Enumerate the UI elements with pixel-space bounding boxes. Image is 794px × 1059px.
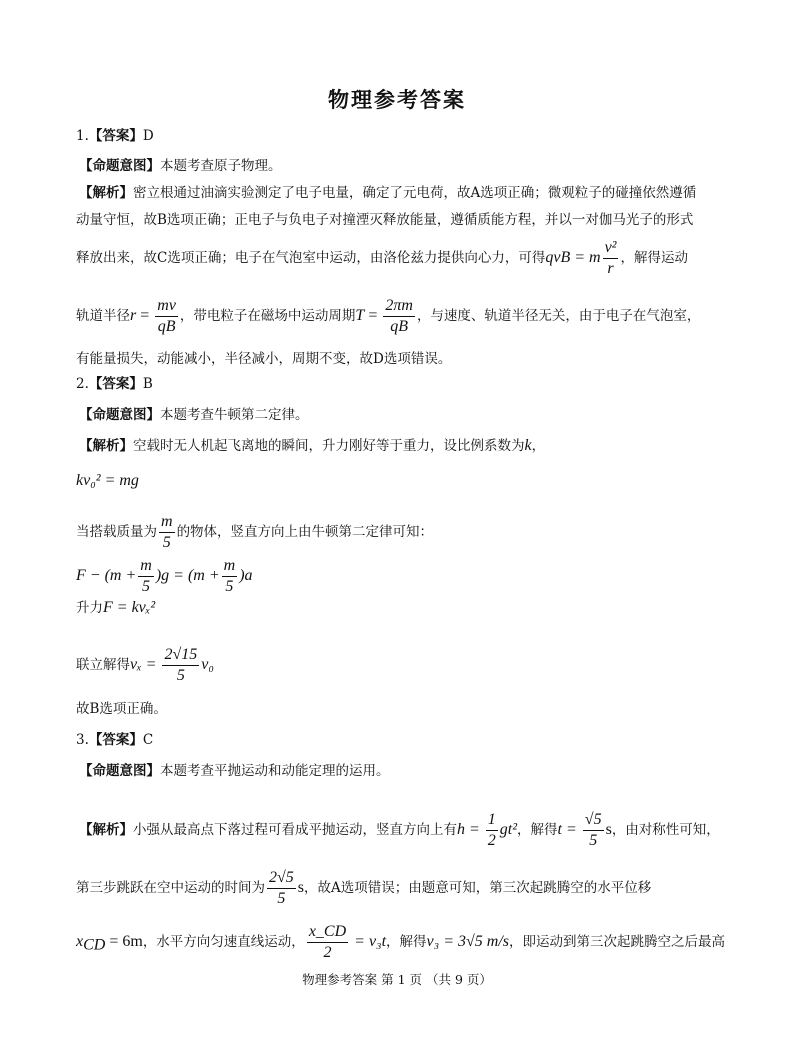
q1-analysis-line-3	[76, 238, 726, 279]
q3-analysis-tail-2: ，故A选项错误；由题意可知，第三次起跳腾空的水平位移	[304, 880, 652, 896]
fraction-denominator: 5	[225, 578, 234, 595]
q1-analysis-tail-3: ，解得运动	[620, 250, 688, 266]
q3-xcd-value: = 6m	[105, 933, 143, 950]
q2-mass-text: 当搭载质量为	[76, 524, 157, 540]
fraction-denominator: 5	[277, 890, 286, 907]
q2-answer: B	[142, 376, 153, 392]
q3-answer-line	[76, 731, 726, 749]
answer-label: 【答案】	[88, 732, 143, 748]
q3-h: h =	[457, 821, 484, 838]
q2-eq3: F = kvₓ²	[103, 599, 156, 616]
q2-equation-1	[76, 472, 726, 490]
q1-analysis-line-4	[76, 296, 726, 337]
q2-eq2-a: F − (m +	[76, 567, 137, 584]
q2-eq2-fraction-2	[222, 556, 238, 597]
q2-number: 2.	[76, 376, 89, 392]
q1-answer-line	[76, 127, 726, 145]
analysis-label: 【解析】	[79, 438, 133, 454]
q2-lift-text: 升力	[76, 600, 103, 616]
q2-v0: v₀	[201, 656, 214, 673]
q3-analysis-line-1	[79, 810, 729, 851]
q2-fraction-2sqrt15-5	[162, 645, 199, 686]
analysis-label: 【解析】	[79, 822, 133, 838]
q1-radius-text: 轨道半径	[76, 308, 130, 324]
page-footer: 物理参考答案 第 1 页 （共 9 页）	[302, 972, 492, 987]
q1-fraction-2pim-qb	[383, 296, 415, 337]
q3-solve-text-2: ，解得	[386, 934, 427, 950]
q1-number: 1.	[76, 128, 89, 144]
intent-label: 【命题意图】	[79, 763, 160, 779]
fraction-denominator: 2	[487, 832, 496, 849]
q1-analysis-text-1: 密立根通过油滴实验测定了电子电量，确定了元电荷，故A选项正确；微观粒子的碰撞依然遵循	[133, 185, 697, 201]
fraction-numerator: m	[222, 556, 238, 577]
q3-unit-s: s	[297, 879, 305, 896]
fraction-numerator: 2√5	[267, 868, 296, 889]
q3-v3-value: v₃ = 3√5 m/s	[426, 933, 510, 950]
q3-analysis-line-3	[76, 922, 726, 963]
q3-fraction-1-2	[486, 810, 498, 851]
q3-x-subscript: CD	[83, 936, 106, 954]
q1-fraction-mv-qb	[155, 296, 178, 337]
q1-analysis-tail-4: ，与速度、轨道半径无关，由于电子在气泡室，	[416, 308, 701, 324]
q3-fraction-sqrt5-5	[583, 810, 604, 851]
fraction-numerator: x_CD	[307, 922, 348, 943]
q1-analysis-line-5: 有能量损失，动能减小，半径减小，周期不变，故D选项错误。	[76, 351, 452, 367]
fraction-numerator: 2πm	[383, 296, 415, 317]
q1-T: T	[355, 307, 365, 324]
q3-analysis-line-2	[76, 868, 726, 909]
q3-gt2: gt²	[499, 821, 518, 838]
q2-eq2-fraction-1	[138, 556, 154, 597]
fraction-denominator: r	[607, 260, 614, 277]
q1-period-text: ，带电粒子在磁场中运动周期	[179, 308, 356, 324]
q2-answer-line	[76, 375, 726, 393]
q3-analysis-text-1: 小强从最高点下落过程可看成平抛运动，竖直方向上有	[133, 822, 457, 838]
fraction-numerator: mv	[155, 296, 178, 317]
q2-eq2-b: )g = (m +	[155, 567, 220, 584]
q3-v3t: = v₃t	[350, 933, 387, 950]
q3-answer: C	[142, 732, 154, 748]
q3-analysis-tail-3: ，即运动到第三次起跳腾空之后最高	[509, 934, 726, 950]
analysis-label: 【解析】	[79, 185, 133, 201]
q3-uniform-text: ，水平方向匀速直线运动，	[142, 934, 305, 950]
q1-answer: D	[142, 128, 154, 144]
fraction-numerator: m	[159, 512, 175, 533]
fraction-denominator: 5	[176, 667, 185, 684]
q2-analysis-line-5: 故B选项正确。	[76, 701, 167, 717]
fraction-denominator: qB	[390, 318, 409, 335]
q1-analysis-text-3: 释放出来，故C选项正确；电子在气泡室中运动，由洛伦兹力提供向心力，可得	[76, 250, 546, 266]
intent-label: 【命题意图】	[79, 407, 160, 423]
q2-analysis-tail-2: 的物体，竖直方向上由牛顿第二定律可知：	[176, 524, 434, 540]
intent-label: 【命题意图】	[79, 158, 160, 174]
q2-comma: ，	[531, 438, 546, 454]
q2-eq2-c: )a	[239, 567, 253, 584]
q3-time-text: 第三步跳跃在空中运动的时间为	[76, 880, 265, 896]
q1-fraction-v2-r	[603, 238, 619, 279]
q2-analysis-line-1	[79, 437, 729, 455]
q3-solve-text: ，解得	[517, 822, 558, 838]
answer-label: 【答案】	[88, 128, 143, 144]
q2-intent: 本题考查牛顿第二定律。	[160, 407, 309, 423]
q3-intent-line	[79, 762, 729, 780]
fraction-numerator: √5	[583, 810, 604, 831]
q1-formula-eq: = m	[570, 249, 601, 266]
q3-x: x	[76, 933, 84, 950]
q2-analysis-line-3	[76, 599, 726, 617]
q2-equation-2	[76, 556, 726, 597]
fraction-numerator: v²	[603, 238, 619, 259]
fraction-denominator: 5	[589, 832, 598, 849]
q2-solve-text: 联立解得	[76, 657, 130, 673]
q1-intent-line	[79, 157, 729, 175]
fraction-numerator: 2√15	[162, 645, 199, 666]
q2-k: k	[524, 437, 532, 454]
q3-fraction-xcd-2	[307, 922, 348, 963]
q3-t: t =	[557, 821, 581, 838]
q1-analysis-line-1	[79, 184, 729, 202]
q1-r: r	[130, 307, 137, 324]
fraction-denominator: 2	[323, 944, 332, 961]
q2-vx: vₓ =	[130, 656, 161, 673]
q2-analysis-text-1: 空载时无人机起飞离地的瞬间，升力刚好等于重力，设比例系数为	[133, 438, 525, 454]
q3-intent: 本题考查平抛运动和动能定理的运用。	[160, 763, 390, 779]
q1-formula-qvb: qvB	[545, 249, 571, 266]
q2-analysis-line-2	[76, 512, 726, 553]
q2-intent-line	[79, 406, 729, 424]
q3-fraction-2sqrt5-5	[267, 868, 296, 909]
q2-analysis-line-4	[76, 645, 726, 686]
q3-analysis-tail-1: ，由对称性可知，	[611, 822, 720, 838]
page-title: 物理参考答案	[328, 88, 466, 112]
q2-eq1: kv₀² = mg	[76, 472, 139, 489]
fraction-numerator: m	[138, 556, 154, 577]
fraction-numerator: 1	[486, 810, 498, 831]
q3-unit-s: s	[605, 821, 612, 838]
q3-number: 3.	[76, 732, 89, 748]
fraction-denominator: 5	[162, 534, 171, 551]
fraction-denominator: 5	[142, 578, 151, 595]
q1-analysis-line-2: 动量守恒，故B选项正确；正电子与负电子对撞湮灭释放能量，遵循质能方程，并以一对伽马光子的形式	[76, 212, 694, 228]
q1-eq2: =	[364, 307, 382, 324]
q1-eq: =	[136, 307, 154, 324]
q1-intent: 本题考查原子物理。	[160, 158, 282, 174]
q2-fraction-m-5	[159, 512, 175, 553]
fraction-denominator: qB	[157, 318, 176, 335]
answer-label: 【答案】	[88, 376, 143, 392]
